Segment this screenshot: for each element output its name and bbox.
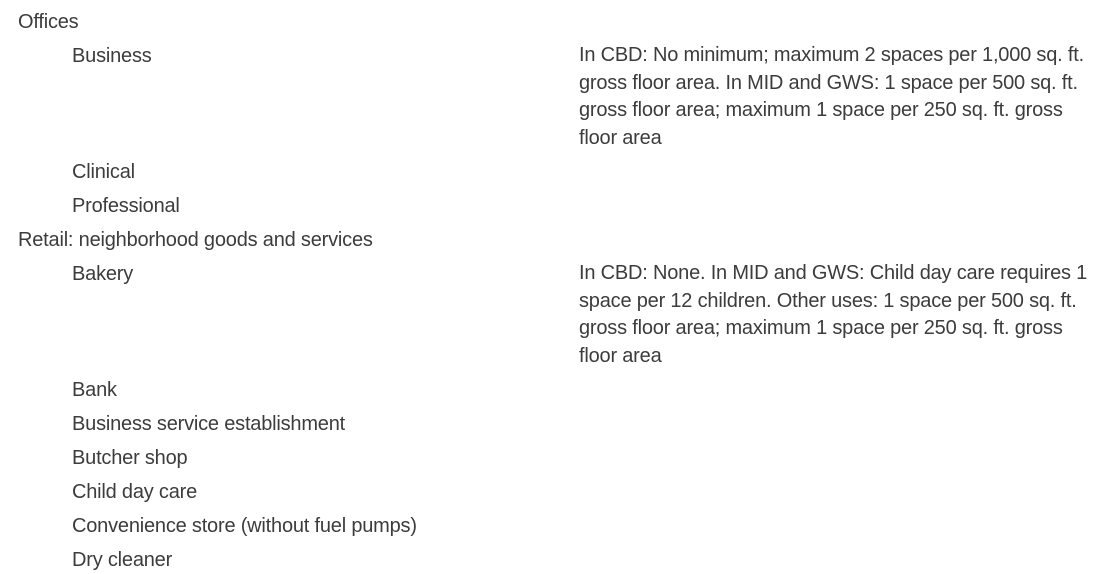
use-type: Child day care (72, 481, 198, 503)
use-type: Clinical (72, 161, 135, 183)
table-row (0, 158, 1112, 186)
use-type: Bank (72, 379, 117, 401)
parking-requirement: In CBD: No minimum; maximum 2 spaces per 1,000 sq. ft. gross floor area. In MID and GWS: 1 space per 500 sq. ft. gross floor area; maximum 1 space per 250 sq. ft. gross floor area (579, 44, 1084, 149)
use-type: Bakery (72, 263, 134, 285)
use-type: Professional (72, 195, 180, 217)
use-category: Retail: neighborhood goods and services (18, 229, 373, 251)
use-type: Butcher shop (72, 447, 188, 469)
table-row (0, 444, 1112, 472)
table-row (0, 512, 1112, 540)
parking-requirement: In CBD: None. In MID and GWS: Child day care requires 1 space per 12 children. Other uses: 1 space per 500 sq. ft. gross floor area; maximum 1 space per 250 sq. ft. gross floor area (579, 262, 1088, 367)
use-type: Convenience store (without fuel pumps) (72, 515, 417, 537)
use-category: Offices (18, 11, 79, 33)
table-row (0, 192, 1112, 220)
table-row (0, 8, 1112, 36)
table-row (0, 546, 1112, 574)
use-type: Business (72, 45, 152, 67)
use-type: Business service establishment (72, 413, 346, 435)
table-row (0, 376, 1112, 404)
table-row (0, 260, 1112, 370)
table-row (0, 226, 1112, 254)
table-row (0, 410, 1112, 438)
use-type: Dry cleaner (72, 549, 173, 571)
table-row (0, 478, 1112, 506)
table-row (0, 42, 1112, 152)
